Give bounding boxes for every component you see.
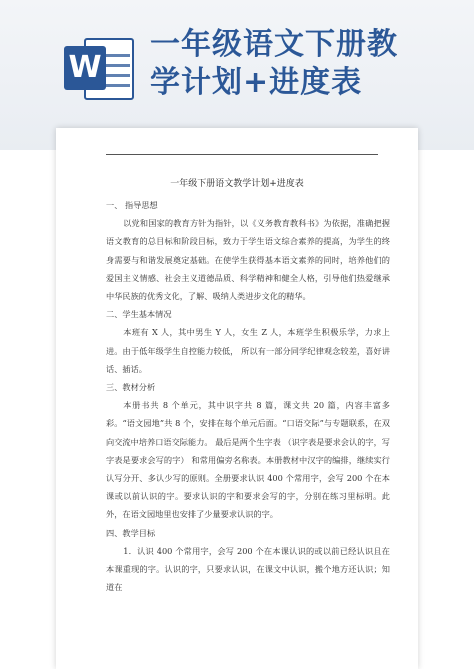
banner-title xyxy=(150,26,450,102)
section-heading: 二、学生基本情况 xyxy=(106,309,172,320)
banner-title-line1: 一年级语文下册教 xyxy=(150,27,398,62)
body-paragraph: 本班有 X 人，其中男生 Y 人，女生 Z 人，本班学生积极乐学，力求上进。由于低年级学生自控能力较低， 所以有一部分同学纪律观念较差，喜好讲话、插话。 xyxy=(106,327,390,374)
document-page xyxy=(56,128,418,669)
body-paragraph: 1．认识 400 个常用字，会写 200 个在本课认识的或以前已经认识且在本课重现的字。认识的字，只要求认识，在课文中认识，搬个地方还认识；知道在 xyxy=(106,545,390,593)
document-body xyxy=(106,196,390,596)
word-document-icon xyxy=(64,32,138,106)
body-paragraph: 本册书共 8 个单元，其中识字共 8 篇，课文共 20 篇，内容丰富多彩。“语文园地”共 8 个，安排在每个单元后面。“口语交际”与专题联系，在双向交流中培养口语交际能力。 最后是两个生字表 （识字表是要求会认的字，写字表是要求会写的字） 和常用偏旁名称表。本册教材中汉字的编排，继续实行认写分开、多认少写的原则。全册要求认识 400 个常用字，会写 200 个在本课或以前认识的字。要求认识的字和要求会写的字，分别在练习里标明。此外，在语文园地里也安排了少量要求认识的字。 xyxy=(106,400,390,520)
banner-title-line2: 学计划+进度表 xyxy=(150,65,363,100)
bottom-fade xyxy=(56,629,418,669)
section-heading: 一、 指导思想 xyxy=(106,200,158,210)
document-title: 一年级下册语文教学计划+进度表 xyxy=(170,179,304,189)
header-rule xyxy=(106,154,378,155)
word-badge-letter: W xyxy=(64,46,106,90)
section-heading: 三、教材分析 xyxy=(106,382,156,393)
body-paragraph: 以党和国家的教育方针为指针，以《义务教育教科书》为依据，准确把握语文教育的总目标和阶段目标，致力于学生语文综合素养的提高，为学生的终身需要与和谐发展奠定基础。在使学生获得基本语文素养的同时，培养他们的爱国主义情感、社会主义道德品质、科学精神和健全人格，引导他们热爱继承中华民族的优秀文化，了解、吸纳人类进步文化的精华。 xyxy=(106,218,390,302)
section-heading: 四、教学目标 xyxy=(106,527,156,538)
